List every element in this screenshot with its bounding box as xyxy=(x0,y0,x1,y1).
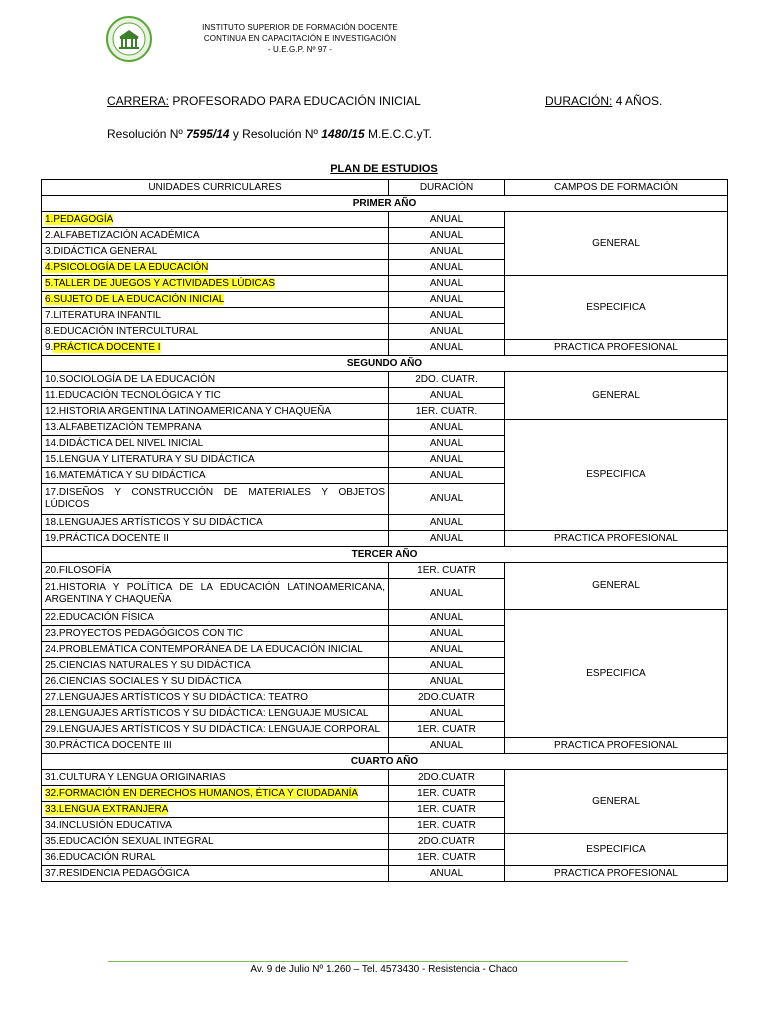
unidad-cell xyxy=(42,866,389,882)
unidad-cell xyxy=(42,531,389,547)
duracion-cell: ANUAL xyxy=(389,642,505,658)
unidad-name: 4.PSICOLOGÍA DE LA EDUCACIÓN xyxy=(45,261,209,273)
table-row xyxy=(42,770,728,786)
duracion-cell: ANUAL xyxy=(389,674,505,690)
year-header-row xyxy=(42,196,728,212)
unidad-cell xyxy=(42,340,389,356)
plan-title: PLAN DE ESTUDIOS xyxy=(330,163,438,175)
duracion-line xyxy=(545,94,662,108)
table-row xyxy=(42,340,728,356)
duracion-cell: ANUAL xyxy=(389,420,505,436)
table-row xyxy=(42,212,728,228)
campo-cell: ESPECIFICA xyxy=(505,834,728,866)
duracion-cell: 2DO.CUATR xyxy=(389,834,505,850)
unidad-cell xyxy=(42,244,389,260)
footer-address: Av. 9 de Julio Nº 1.260 – Tel. 4573430 - Resistencia - Chaco xyxy=(250,964,518,975)
table-row xyxy=(42,531,728,547)
unidad-name: 30.PRÁCTICA DOCENTE III xyxy=(45,739,172,751)
duracion-cell: ANUAL xyxy=(389,706,505,722)
unidad-cell xyxy=(42,818,389,834)
unidad-name: 6.SUJETO DE LA EDUCACIÓN INICIAL xyxy=(45,293,225,305)
table-row xyxy=(42,276,728,292)
unidad-cell xyxy=(42,579,389,610)
unidad-name: 28.LENGUAJES ARTÍSTICOS Y SU DIDÁCTICA: LENGUAJE MUSICAL xyxy=(45,707,369,719)
unidad-cell xyxy=(42,420,389,436)
unidad-cell xyxy=(42,260,389,276)
unidad-name: 5.TALLER DE JUEGOS Y ACTIVIDADES LÚDICAS xyxy=(45,277,276,289)
duracion-cell: ANUAL xyxy=(389,212,505,228)
table-row xyxy=(42,610,728,626)
unidad-name: 19.PRÁCTICA DOCENTE II xyxy=(45,532,169,544)
duracion-cell: ANUAL xyxy=(389,658,505,674)
duracion-cell: ANUAL xyxy=(389,292,505,308)
duracion-cell: 2DO. CUATR. xyxy=(389,372,505,388)
unidad-cell xyxy=(42,484,389,515)
table-row xyxy=(42,866,728,882)
unidad-name: 15.LENGUA Y LITERATURA Y SU DIDÁCTICA xyxy=(45,453,255,465)
duracion-cell: ANUAL xyxy=(389,484,505,515)
duracion-cell: 2DO.CUATR xyxy=(389,770,505,786)
duracion-cell: 1ER. CUATR xyxy=(389,802,505,818)
unidad-name: 3.DIDÁCTICA GENERAL xyxy=(45,245,158,257)
unidad-cell xyxy=(42,674,389,690)
campo-cell: PRACTICA PROFESIONAL xyxy=(505,738,728,754)
resolucion-suffix: M.E.C.C.yT. xyxy=(364,127,432,141)
unidad-cell xyxy=(42,563,389,579)
unidad-name: 11.EDUCACIÓN TECNOLÓGICA Y TIC xyxy=(45,389,221,401)
unidad-name: 24.PROBLEMÁTICA CONTEMPORÁNEA DE LA EDUCACIÓN INICIAL xyxy=(45,643,363,655)
resolucion-number-2: 1480/15 xyxy=(321,127,365,141)
duracion-cell: 2DO.CUATR xyxy=(389,690,505,706)
unidad-name: 2.ALFABETIZACIÓN ACADÉMICA xyxy=(45,229,200,241)
unidad-cell xyxy=(42,658,389,674)
unidad-name: 12.HISTORIA ARGENTINA LATINOAMERICANA Y CHAQUEÑA xyxy=(45,405,332,417)
resolucion-number-1: 7595/14 xyxy=(186,127,230,141)
duracion-value: 4 AÑOS. xyxy=(612,94,663,108)
carrera-label: CARRERA: xyxy=(107,94,170,108)
unidad-cell xyxy=(42,738,389,754)
unidad-cell xyxy=(42,308,389,324)
col-header-duracion: DURACIÓN xyxy=(389,180,505,196)
year-title: CUARTO AÑO xyxy=(42,754,728,770)
footer-divider xyxy=(108,961,628,962)
unidad-cell xyxy=(42,388,389,404)
unidad-cell xyxy=(42,515,389,531)
unidad-cell xyxy=(42,436,389,452)
unidad-name: 13.ALFABETIZACIÓN TEMPRANA xyxy=(45,421,202,433)
unidad-cell xyxy=(42,292,389,308)
col-header-campos: CAMPOS DE FORMACIÓN xyxy=(505,180,728,196)
duracion-cell: ANUAL xyxy=(389,308,505,324)
campo-cell: GENERAL xyxy=(505,770,728,834)
duracion-cell: ANUAL xyxy=(389,626,505,642)
carrera-line xyxy=(107,94,421,108)
year-header-row xyxy=(42,547,728,563)
duracion-cell: 1ER. CUATR xyxy=(389,563,505,579)
duracion-cell: ANUAL xyxy=(389,436,505,452)
unidad-name: 33.LENGUA EXTRANJERA xyxy=(45,803,169,815)
unidad-name: 36.EDUCACIÓN RURAL xyxy=(45,851,156,863)
unidad-cell xyxy=(42,802,389,818)
duracion-cell: ANUAL xyxy=(389,260,505,276)
table-row xyxy=(42,834,728,850)
unidad-cell xyxy=(42,372,389,388)
duracion-cell: ANUAL xyxy=(389,228,505,244)
unidad-name: 26.CIENCIAS SOCIALES Y SU DIDÁCTICA xyxy=(45,675,242,687)
unidad-name: 27.LENGUAJES ARTÍSTICOS Y SU DIDÁCTICA: TEATRO xyxy=(45,691,309,703)
unidad-cell xyxy=(42,626,389,642)
plan-table xyxy=(41,179,728,882)
unidad-name: 23.PROYECTOS PEDAGÓGICOS CON TIC xyxy=(45,627,244,639)
year-header-row xyxy=(42,356,728,372)
unidad-cell xyxy=(42,276,389,292)
year-header-row xyxy=(42,754,728,770)
duracion-cell: ANUAL xyxy=(389,340,505,356)
duracion-cell: ANUAL xyxy=(389,579,505,610)
unidad-cell xyxy=(42,228,389,244)
unidad-name: 37.RESIDENCIA PEDAGÓGICA xyxy=(45,867,190,879)
unidad-name: 35.EDUCACIÓN SEXUAL INTEGRAL xyxy=(45,835,214,847)
duracion-cell: ANUAL xyxy=(389,244,505,260)
resolucion-prefix: Resolución Nº xyxy=(107,127,187,141)
duracion-cell: ANUAL xyxy=(389,468,505,484)
unidad-name: 1.PEDAGOGÍA xyxy=(45,213,114,225)
institute-seal-logo xyxy=(106,16,152,62)
duracion-cell: 1ER. CUATR. xyxy=(389,404,505,420)
unidad-cell xyxy=(42,786,389,802)
unidad-name: 8.EDUCACIÓN INTERCULTURAL xyxy=(45,325,199,337)
resolucion-line xyxy=(107,127,432,141)
unidad-name: 20.FILOSOFÍA xyxy=(45,564,112,576)
unidad-cell xyxy=(42,706,389,722)
carrera-value: PROFESORADO PARA EDUCACIÓN INICIAL xyxy=(169,94,421,108)
year-title: PRIMER AÑO xyxy=(42,196,728,212)
year-title: TERCER AÑO xyxy=(42,547,728,563)
unidad-name: 18.LENGUAJES ARTÍSTICOS Y SU DIDÁCTICA xyxy=(45,516,263,528)
col-header-unidades: UNIDADES CURRICULARES xyxy=(42,180,389,196)
resolucion-mid: y Resolución Nº xyxy=(229,127,322,141)
unidad-cell xyxy=(42,850,389,866)
duracion-cell: ANUAL xyxy=(389,738,505,754)
unidad-cell xyxy=(42,834,389,850)
campo-cell: ESPECIFICA xyxy=(505,610,728,738)
table-row xyxy=(42,420,728,436)
duracion-cell: ANUAL xyxy=(389,452,505,468)
unidad-name: 29.LENGUAJES ARTÍSTICOS Y SU DIDÁCTICA: LENGUAJE CORPORAL xyxy=(45,723,381,735)
unidad-cell xyxy=(42,404,389,420)
duracion-cell: ANUAL xyxy=(389,324,505,340)
campo-cell: ESPECIFICA xyxy=(505,420,728,531)
unidad-cell xyxy=(42,722,389,738)
year-title: SEGUNDO AÑO xyxy=(42,356,728,372)
campo-cell: PRACTICA PROFESIONAL xyxy=(505,340,728,356)
unidad-name: 32.FORMACIÓN EN DERECHOS HUMANOS, ÉTICA Y CIUDADANÍA xyxy=(45,787,359,799)
campo-cell: GENERAL xyxy=(505,563,728,610)
unidad-cell xyxy=(42,770,389,786)
duracion-cell: ANUAL xyxy=(389,388,505,404)
unidad-cell xyxy=(42,212,389,228)
table-row xyxy=(42,372,728,388)
unidad-name: 31.CULTURA Y LENGUA ORIGINARIAS xyxy=(45,771,226,783)
unidad-name: 17.DISEÑOS Y CONSTRUCCIÓN DE MATERIALES Y OBJETOS LÚDICOS xyxy=(45,487,385,510)
institute-line-3: - U.E.G.P. Nº 97 - xyxy=(267,45,333,54)
unidad-name: 25.CIENCIAS NATURALES Y SU DIDÁCTICA xyxy=(45,659,251,671)
unidad-name: 21.HISTORIA Y POLÍTICA DE LA EDUCACIÓN LATINOAMERICANA, ARGENTINA Y CHAQUEÑA xyxy=(45,582,385,605)
duracion-cell: 1ER. CUATR xyxy=(389,850,505,866)
duracion-cell: ANUAL xyxy=(389,531,505,547)
unidad-name: 10.SOCIOLOGÍA DE LA EDUCACIÓN xyxy=(45,373,216,385)
campo-cell: ESPECIFICA xyxy=(505,276,728,340)
duracion-cell: ANUAL xyxy=(389,610,505,626)
campo-cell: PRACTICA PROFESIONAL xyxy=(505,531,728,547)
campo-cell: PRACTICA PROFESIONAL xyxy=(505,866,728,882)
duracion-label: DURACIÓN: xyxy=(545,94,613,108)
duracion-cell: 1ER. CUATR xyxy=(389,722,505,738)
unidad-cell xyxy=(42,610,389,626)
unidad-cell xyxy=(42,324,389,340)
campo-cell: GENERAL xyxy=(505,212,728,276)
campo-cell: GENERAL xyxy=(505,372,728,420)
institute-line-1: INSTITUTO SUPERIOR DE FORMACIÓN DOCENTE xyxy=(202,23,398,32)
institute-header xyxy=(160,22,440,55)
duracion-cell: 1ER. CUATR xyxy=(389,786,505,802)
table-row xyxy=(42,738,728,754)
unidad-name: 7.LITERATURA INFANTIL xyxy=(45,309,161,321)
table-header-row xyxy=(42,180,728,196)
unidad-cell xyxy=(42,642,389,658)
unidad-cell xyxy=(42,452,389,468)
duracion-cell: ANUAL xyxy=(389,276,505,292)
table-row xyxy=(42,563,728,579)
unidad-name: 34.INCLUSIÓN EDUCATIVA xyxy=(45,819,172,831)
institute-line-2: CONTINUA EN CAPACITACIÓN E INVESTIGACIÓN xyxy=(203,34,397,43)
duracion-cell: ANUAL xyxy=(389,515,505,531)
duracion-cell: 1ER. CUATR xyxy=(389,818,505,834)
unidad-name: 9.PRÁCTICA DOCENTE I xyxy=(45,341,161,353)
unidad-cell xyxy=(42,690,389,706)
unidad-name: 14.DIDÁCTICA DEL NIVEL INICIAL xyxy=(45,437,204,449)
unidad-name: 22.EDUCACIÓN FÍSICA xyxy=(45,611,154,623)
duracion-cell: ANUAL xyxy=(389,866,505,882)
unidad-name: 16.MATEMÁTICA Y SU DIDÁCTICA xyxy=(45,469,206,481)
unidad-cell xyxy=(42,468,389,484)
